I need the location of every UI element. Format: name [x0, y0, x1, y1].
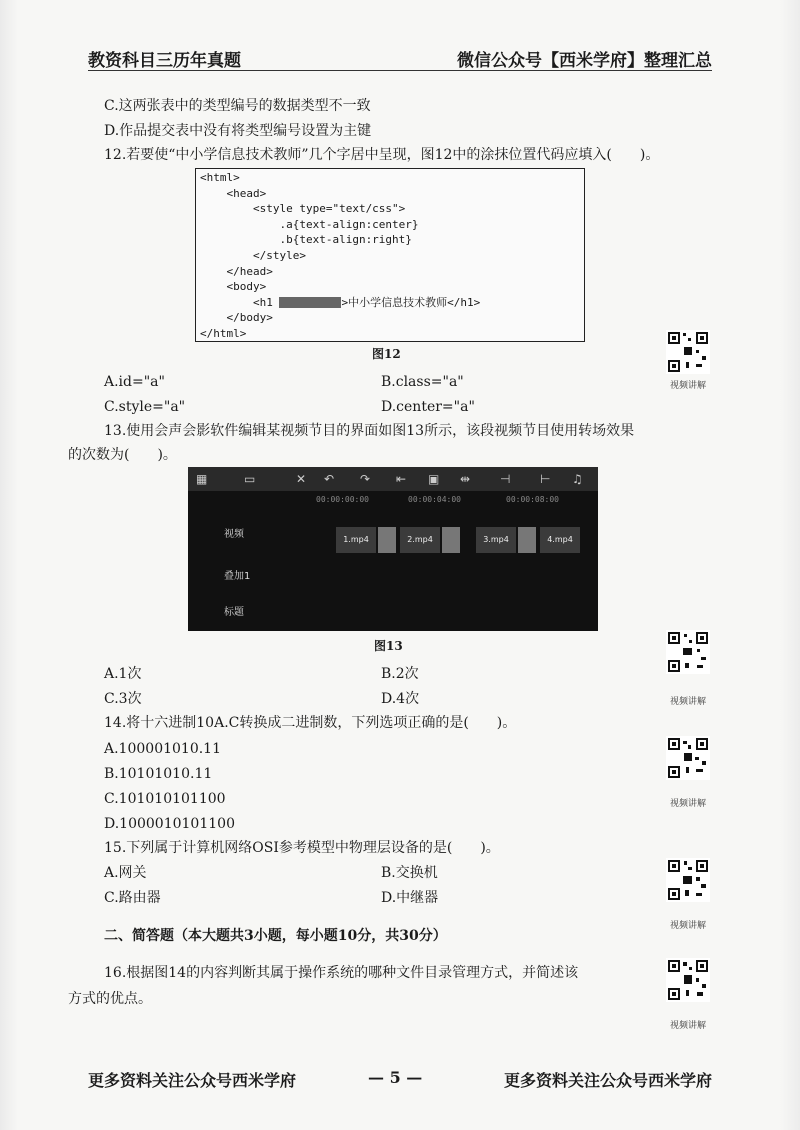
track-label-overlay: 叠加1	[224, 571, 251, 582]
track-label-video: 视频	[224, 529, 244, 540]
figure-12-caption: 图12	[372, 347, 401, 361]
track-label-title: 标题	[224, 607, 244, 618]
figure-13-caption: 图13	[374, 639, 403, 653]
audio-icon: ♫	[572, 472, 583, 486]
qr-code-icon[interactable]	[666, 858, 710, 902]
q14-option-a: A.100001010.11	[104, 741, 221, 757]
qr-caption: 视频讲解	[669, 921, 706, 931]
tools-icon: ✕	[296, 472, 307, 486]
qr-code-icon[interactable]	[666, 736, 710, 780]
screen-icon: ▣	[428, 472, 440, 486]
fit-icon: ⊣	[500, 472, 511, 486]
video-editor-figure	[188, 467, 598, 631]
q11-option-c: C.这两张表中的类型编号的数据类型不一致	[104, 98, 371, 114]
timecode: 00:00:00:00	[316, 495, 369, 504]
q11-option-d: D.作品提交表中没有将类型编号设置为主键	[104, 123, 372, 139]
q15-option-b: B.交换机	[381, 865, 438, 881]
timecode: 00:00:04:00	[408, 495, 461, 504]
q12-option-d: D.center="a"	[381, 399, 475, 415]
header-left: 教资科目三历年真题	[88, 51, 241, 71]
q14-option-d: D.1000010101100	[104, 816, 235, 832]
section-title: 二、简答题（本大题共3小题，每小题10分，共30分）	[104, 928, 447, 944]
q13-option-a: A.1次	[104, 666, 142, 682]
q15-stem: 15.下列属于计算机网络OSI参考模型中物理层设备的是( )。	[104, 840, 500, 856]
code-listing: <html> <head> <style type="text/css"> .a{text-align:center} .b{text-align:right} </style> </head> <body> <h1 >中小学信息技术教师</h1> </body> </html>	[200, 171, 481, 340]
qr-caption: 视频讲解	[669, 697, 706, 707]
redo-icon: ↷	[360, 472, 371, 486]
q14-option-c: C.101010101100	[104, 791, 226, 807]
q12-option-b: B.class="a"	[381, 374, 464, 390]
q14-option-b: B.10101010.11	[104, 766, 213, 782]
transition-marker	[518, 527, 536, 553]
header-rule	[88, 70, 712, 71]
qr-caption: 视频讲解	[669, 381, 706, 391]
video-clip: 2.mp4	[400, 527, 440, 553]
undo-icon: ↶	[324, 472, 335, 486]
q13-option-b: B.2次	[381, 666, 419, 682]
q13-option-d: D.4次	[381, 691, 420, 707]
zoom-icon: ⊢	[540, 472, 551, 486]
q12-stem: 12.若要使“中小学信息技术教师”几个字居中呈现，图12中的涂抹位置代码应填入( )。	[104, 147, 660, 163]
transition-marker	[378, 527, 396, 553]
storyboard-icon: ▭	[244, 472, 256, 486]
qr-code-icon[interactable]	[666, 958, 710, 1002]
footer-right: 更多资料关注公众号西米学府	[503, 1071, 712, 1090]
film-icon: ▦	[196, 472, 208, 486]
qr-code-icon[interactable]	[666, 330, 710, 374]
video-clip: 3.mp4	[476, 527, 516, 553]
q16-line2: 方式的优点。	[68, 991, 152, 1007]
q12-option-a: A.id="a"	[104, 374, 165, 390]
q13-option-c: C.3次	[104, 691, 142, 707]
header-right: 微信公众号【西米学府】整理汇总	[457, 51, 712, 71]
q16-line1: 16.根据图14的内容判断其属于操作系统的哪种文件目录管理方式，并简述该	[104, 965, 579, 981]
q13-stem-line1: 13.使用会声会影软件编辑某视频节目的界面如图13所示，该段视频节目使用转场效果	[104, 423, 635, 439]
qr-caption: 视频讲解	[669, 799, 706, 809]
q15-option-d: D.中继器	[381, 890, 439, 906]
split-icon: ⇹	[460, 472, 471, 486]
timecode: 00:00:08:00	[506, 495, 559, 504]
q15-option-a: A.网关	[104, 865, 147, 881]
qr-caption: 视频讲解	[669, 1021, 706, 1031]
q15-option-c: C.路由器	[104, 890, 161, 906]
video-clip: 4.mp4	[540, 527, 580, 553]
redacted-code-smear	[279, 297, 341, 308]
transition-marker	[442, 527, 460, 553]
video-clip: 1.mp4	[336, 527, 376, 553]
qr-code-icon[interactable]	[666, 630, 710, 674]
q13-stem-line2: 的次数为( )。	[68, 447, 177, 463]
page-number: — 5 —	[368, 1068, 423, 1087]
trim-icon: ⇤	[396, 472, 407, 486]
q12-option-c: C.style="a"	[104, 399, 186, 415]
q14-stem: 14.将十六进制10A.C转换成二进制数，下列选项正确的是( )。	[104, 715, 517, 731]
footer-left: 更多资料关注公众号西米学府	[88, 1071, 297, 1090]
